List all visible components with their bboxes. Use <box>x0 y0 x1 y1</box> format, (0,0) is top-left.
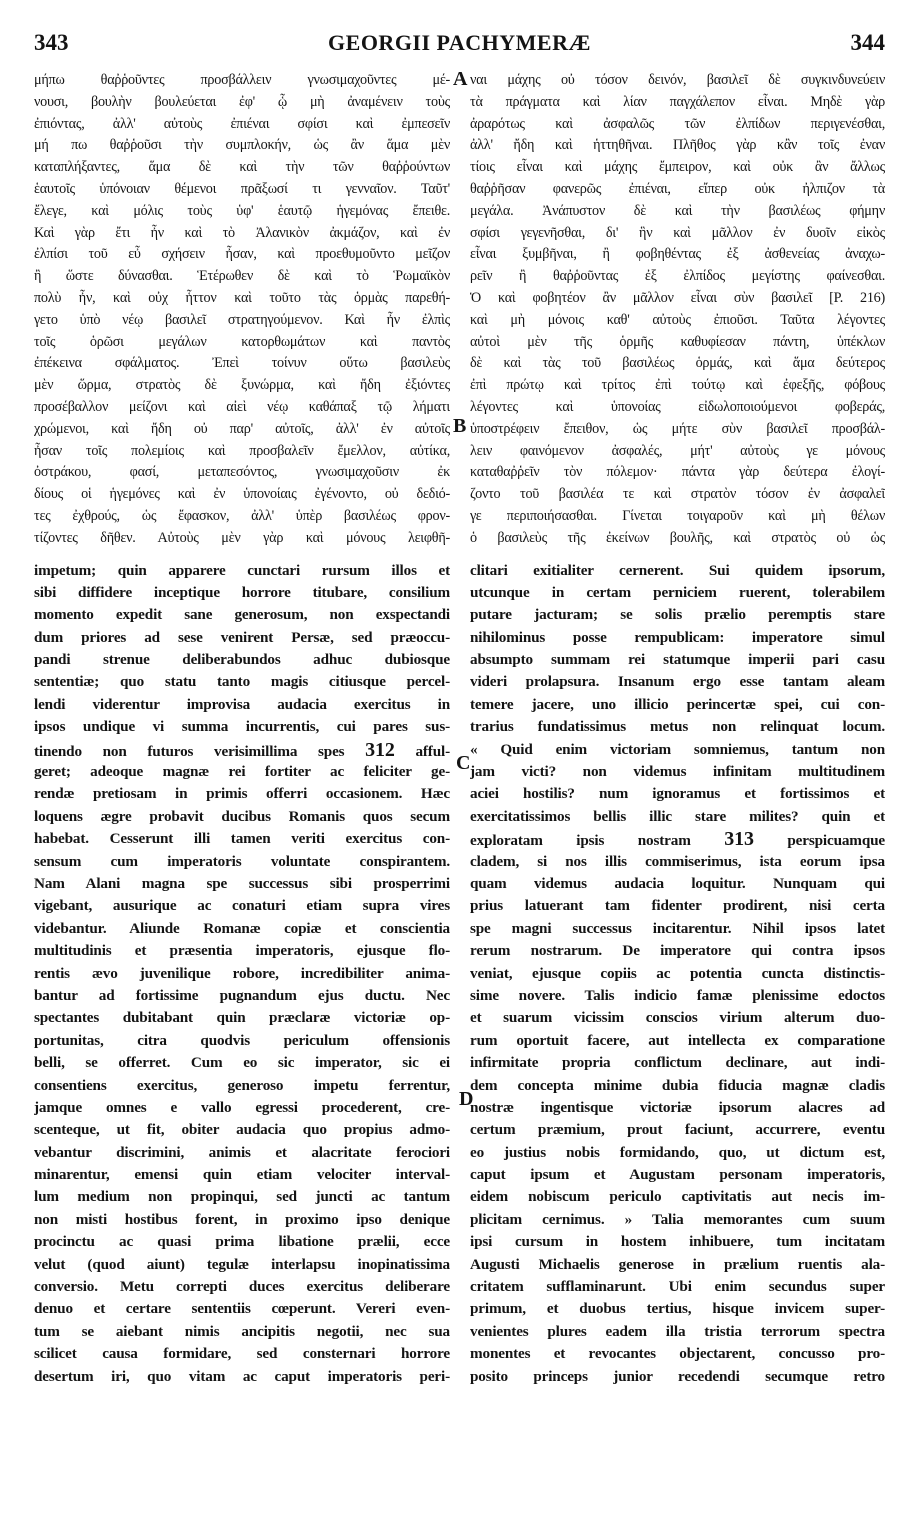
latin-line: vebantur discrimini, animis et alacritate ferociori <box>34 1143 450 1161</box>
greek-line: χρώμενοι, καὶ ἤδη οὐ παρ' αὐτοῖς, ἀλλ' ἐν αὐτοῖς <box>34 420 450 437</box>
greek-line: ἐπιόντας, ἀλλ' αὐτοὺς ἐπιέναι σφίσι καὶ ἐμπεσεῖν <box>34 115 450 132</box>
latin-line: Nam Alani magna spe successus sibi prosperrimi <box>34 875 450 892</box>
latin-line: nihilominus posse rempublicam: imperatore simul <box>470 628 885 646</box>
greek-line: τίζοντες δῆθεν. Αὐτοὺς μὲν γὰρ καὶ μόνους λειφθῆ- <box>34 529 450 546</box>
latin-line: putare jacturam; se solis prælio peremptis stare <box>470 606 885 624</box>
latin-line: posito princeps junior recedendi secumque retro <box>470 1367 885 1385</box>
latin-line: nostræ ingentisque victoriæ ipsorum alacres ad <box>470 1098 885 1116</box>
greek-line: ἐλπίσι τοῦ εὖ σχήσειν ἦσαν, καὶ προεθυμοῦντο μεῖζον <box>34 246 450 263</box>
greek-line: ἀλλ' ἤδη καὶ ἡττηθῆναι. Πλῆθος γὰρ κἂν τοῖς ἐναν <box>470 137 885 154</box>
latin-line: rentis ævo juvenilique robore, incredibiliter anima- <box>34 964 450 982</box>
margin-letter-c: C <box>456 752 471 774</box>
latin-line: ipsos undique vi summa incurrentis, cui pares sus- <box>34 718 450 736</box>
latin-line-with-page-number <box>470 828 885 850</box>
latin-line: lendi viderentur improvisa audacia exercitus in <box>34 695 450 713</box>
latin-line: trarius fundatissimus metus non relinquat locum. <box>470 718 885 736</box>
latin-line: tum se aiebant nimis ancipitis negotii, nec sua <box>34 1322 450 1340</box>
greek-line: μήπω θαῤῥοῦντες προσβάλλειν γνωσιμαχοῦντες μέ- <box>34 72 450 88</box>
latin-line: temere jacere, uno illicio perincertæ spei, cui con- <box>470 695 885 713</box>
latin-line: geret; adeoque magnæ rei fortiter ac feliciter ge- <box>34 763 450 781</box>
latin-line: quam videmus audacia loquitur. Nunquam qui <box>470 875 885 892</box>
greek-text-right <box>470 70 885 550</box>
inline-page-number-313: 313 <box>724 828 754 851</box>
latin-line: dem concepta minime dubia fiducia magnæ cladis <box>470 1076 885 1094</box>
greek-line: αὐτοὶ μὲν τῆς ὁρμῆς καθυφίεσαν πάντη, ὑπέκλων <box>470 333 885 350</box>
greek-line: Καὶ γὰρ ἔτι ἦν καὶ τὸ Ἀλανικὸν ἀκμάζον, καὶ ἐν <box>34 224 450 241</box>
greek-line: πολὺ ἦν, καὶ οὐχ ἧττον καὶ τοῦτο τὰς ὁρμὰς παρεθή- <box>34 289 450 306</box>
greek-line: ναι μάχης οὐ τόσον δεινόν, βασιλεῖ δὲ συγκινδυνεύειν <box>470 72 885 88</box>
latin-line-text-tail: perspicuamque <box>787 832 885 850</box>
latin-line: non misti hostibus forent, in proximo ipso denique <box>34 1210 450 1228</box>
greek-line: ὀστράκου, φασί, μεταπεσόντος, γνωσιμαχοῦσιν ἐκ <box>34 464 450 481</box>
margin-letter-d: D <box>459 1088 474 1110</box>
greek-line: μὲν ὥρμα, στρατὸς δὲ ξυνώρμα, καὶ ἤδη ἐξιόντες <box>34 377 450 394</box>
greek-line: Ὁ καὶ φοβητέον ἂν μᾶλλον εἶναι σὺν βασιλεῖ [P. 216) <box>470 289 885 306</box>
latin-line: « Quid enim victoriam somniemus, tantum non <box>470 740 885 758</box>
right-column <box>470 70 885 1388</box>
latin-line: cladem, si nos illis commiserimus, ista eorum ipsa <box>470 852 885 870</box>
latin-line: spe magni successus incitarentur. Nihil ipsos latet <box>470 919 885 937</box>
latin-line: clitari exitialiter cernerent. Sui quidem ipsorum, <box>470 561 885 579</box>
latin-line: rendæ pretiosam in primis offerri occasionem. Hæc <box>34 785 450 803</box>
greek-line: γε περιποιήσασθαι. Γίνεται τοιγαροῦν καὶ μὴ θέλων <box>470 507 885 524</box>
greek-line: τες ἐχθρούς, ὡς ἔφασκον, ἀλλ' ὑπὲρ βασιλέως φρον- <box>34 507 450 524</box>
page-number-right: 344 <box>850 30 885 55</box>
greek-line: ὁ βασιλεὺς τῆς ἐκείνων βουλῆς, καὶ στρατὸς οὐ ὡς <box>470 529 885 546</box>
latin-line: vigebant, ausurique ac conaturi etiam supra vires <box>34 897 450 915</box>
latin-line: venientes plures eadem illa tristia terrorum spectra <box>470 1322 885 1340</box>
latin-line: sibi diffidere inceptique horrore titubare, consilium <box>34 583 450 601</box>
latin-text-left <box>34 560 450 1388</box>
margin-letter-a: A <box>453 68 468 90</box>
greek-line: ἀραρότως καὶ ἀσφαλῶς τῶν ἐλπίδων περιγενέσθαι, <box>470 115 885 132</box>
latin-line: monentes et revocantes objectarent, concusso pro- <box>470 1345 885 1363</box>
latin-line: loquens ægre probavit ducibus Romanis quos secum <box>34 807 450 825</box>
greek-line: ἑαυτοῖς ὑπόνοιαν θέμενοι πρᾶξωσί τι γενναῖον. Ταῦτ' <box>34 180 450 197</box>
latin-line: veniat, ejusque copiis ac potentia cuncta distinctis- <box>470 964 885 982</box>
greek-line: λέγοντες καὶ ὑπονοίας εἰδωλοποιούμενοι φοβεράς, <box>470 398 885 415</box>
greek-line: δίους οἱ ἡγεμόνες καὶ ἐν ὑπονοίαις ἐγένοντο, οὐ δεδιό- <box>34 486 450 503</box>
greek-line: ἔλεγε, καὶ μόλις τοὺς ὑφ' ἑαυτῷ ἡγεμόνας ἔπειθε. <box>34 202 450 219</box>
latin-line: scilicet causa formidare, sed consternari horrore <box>34 1345 450 1363</box>
latin-line: rerum nostrarum. De imperatore qui contra ipsos <box>470 942 885 960</box>
latin-line: et suarum vicissim conscios virium alterum duo- <box>470 1009 885 1027</box>
greek-line: νουσι, βουλὴν βουλεύεται ἐφ' ᾧ μὴ ἀναμένειν τοὺς <box>34 93 450 110</box>
latin-line: sententiæ; quo statu tanto magis citiusque percel- <box>34 673 450 691</box>
latin-line: sensum cum imperatoris voluntate conspirantem. <box>34 852 450 870</box>
latin-line: jam victi? non videmus infinitam multitudinem <box>470 763 885 781</box>
greek-line: τὰ πράγματα καὶ λίαν παγχάλεπον εἶναι. Μηδὲ γὰρ <box>470 93 885 110</box>
greek-line: ἐπὶ πρώτῳ καὶ τρίτος ἐπὶ τούτῳ καὶ ἐφεξῆς, φόβους <box>470 377 885 394</box>
latin-line: desertum iri, quo vitam ac caput imperatoris peri- <box>34 1367 450 1385</box>
greek-line: καταθαῤῥεῖν τὸν πόλεμον· πάντα γὰρ δεύτερα ἐλογί- <box>470 464 885 481</box>
greek-text-left <box>34 70 450 550</box>
page-number-left: 343 <box>34 30 69 55</box>
latin-line: videbantur. Aliunde Romanæ copiæ et conscientia <box>34 919 450 937</box>
latin-text-right <box>470 560 885 1388</box>
latin-line: belli, se offerret. Cum eo sic imperator, sic ei <box>34 1054 450 1072</box>
latin-line: certum præmium, prout faciunt, accurrere, eventu <box>470 1121 885 1139</box>
latin-line: Augusti Michaelis generose in prælium ruentis ala- <box>470 1255 885 1273</box>
latin-line: aciei hostilis? num ignoramus et fortissimos et <box>470 785 885 803</box>
latin-line: eidem nobiscum periculo captivitatis aut necis im- <box>470 1188 885 1206</box>
latin-line: consentiens exercitus, generoso impetu ferrentur, <box>34 1076 450 1094</box>
margin-letter-b: B <box>453 415 467 437</box>
greek-line: λειν φαινόμενον ἀσφαλές, μήτ' αὐτοὺς γε μόνους <box>470 442 885 459</box>
latin-line: jamque omnes e vallo egressi procederent, cre- <box>34 1098 450 1116</box>
latin-line: bantur ad fortissime pugnandum ejus ductu. Nec <box>34 986 450 1004</box>
greek-line: μή πω θαῤῥοῦσι τὴν συμπλοκήν, ὡς ἂν ἅμα μὲν <box>34 137 450 154</box>
latin-line: minarentur, emensi quin etiam velociter interval- <box>34 1166 450 1184</box>
latin-line: portunitas, citra quodvis periculum offensionis <box>34 1031 450 1049</box>
running-header <box>34 8 885 55</box>
latin-line-with-page-number <box>34 739 450 761</box>
greek-line: σφίσι γεγενῆσθαι, δι' ἣν καὶ μᾶλλον ἐν δυοῖν εἰκὸς <box>470 224 885 241</box>
latin-line: prius latuerant tam fidenter prodirent, nisi certa <box>470 897 885 915</box>
latin-line: critatem sufflaminarunt. Ubi enim secundus super <box>470 1278 885 1296</box>
latin-line: plicitam cernimus. » Talia memorantes cum suum <box>470 1210 885 1228</box>
latin-line: habebat. Cesserunt illi tamen veriti exercitus con- <box>34 830 450 848</box>
latin-line-text: exploratam ipsis nostram <box>470 832 691 850</box>
latin-line: lum medium non propinqui, sed juncti ac tantum <box>34 1188 450 1206</box>
greek-line: ἢ ὥστε δύνασθαι. Ἑτέρωθεν δὲ καὶ τὸ Ῥωμαϊκὸν <box>34 268 450 285</box>
latin-line: infirmitate propria conflictum declinare, aut indi- <box>470 1054 885 1072</box>
greek-line: ρεῖν ἢ θαῤῥοῦντας ἐξ ἐλπίδος μεγίστης φαίνεσθαι. <box>470 268 885 285</box>
latin-line: ipsi cursum in hostem inhibuere, tum incitatam <box>470 1233 885 1251</box>
latin-line: spectantes dubitabant quin præclaræ victoriæ op- <box>34 1009 450 1027</box>
greek-line: καταπλήξαντες, ἅμα δὲ καὶ τὴν τῶν θαῤῥούντων <box>34 159 450 176</box>
greek-line: ὑποστρέφειν ἔπειθον, ὡς μήτε σὺν βασιλεῖ προσβάλ- <box>470 420 885 437</box>
latin-line: videri prolapsura. Insanum ergo esse tantam aleam <box>470 673 885 691</box>
greek-line: τίοις εἶναι καὶ μάχης ἔμπειρον, καὶ οὐκ ἂν ἄλλως <box>470 159 885 176</box>
running-title: GEORGII PACHYMERÆ <box>328 30 591 55</box>
latin-line: absumpto summam rei statumque imperii pari casu <box>470 651 885 669</box>
greek-line: ἐπέκεινα σφάλματος. Ἐπεὶ τοίνυν οὕτω βασιλεὺς <box>34 355 450 372</box>
greek-line: μεγάλα. Ἀνάπυστον δὲ καὶ τὴν βασιλέως φήμην <box>470 202 885 219</box>
greek-line: γετο ὑπὸ νέῳ βασιλεῖ στρατηγούμενον. Καὶ ἦν ἐλπὶς <box>34 311 450 328</box>
greek-line: τοῖς ὁρῶσι μεγάλων κατορθωμάτων καὶ παντὸς <box>34 333 450 350</box>
greek-line: καὶ μὴ μόνοις καθ' αὐτοὺς ἐπιοῦσι. Ταῦτα λέγοντες <box>470 311 885 328</box>
latin-line: conversio. Metu correpti duces exercitus deliberare <box>34 1278 450 1296</box>
latin-line: dum priores ad sese venirent Persæ, sed præoccu- <box>34 628 450 646</box>
greek-line: ἦσαν τοῖς πολεμίοις καὶ προσβαλεῖν ἔμελλον, αὐτίκα, <box>34 442 450 459</box>
latin-line: denuo et certare sententiis cœperunt. Vereri even- <box>34 1300 450 1318</box>
latin-line: procinctu ac quasi prima libatione prælii, ecce <box>34 1233 450 1251</box>
left-column <box>34 70 450 1388</box>
latin-line: utcunque in certam perniciem ruerent, tolerabilem <box>470 583 885 601</box>
latin-line: scenteque, ut fit, obiter audacia quo propius admo- <box>34 1121 450 1139</box>
latin-line: rum oportuit facere, aut intellecta ex comparatione <box>470 1031 885 1049</box>
latin-line: velut (quod aiunt) tegulæ interlapsu inopinatissima <box>34 1255 450 1273</box>
greek-line: εἶναι ξυμβῆναι, ἢ φοβηθέντας ἐξ ἀσθενείας ἀναχω- <box>470 246 885 263</box>
latin-line: pandi strenue deliberabundos adhuc dubiosque <box>34 651 450 669</box>
latin-line: primum, et duobus tertius, hisque invicem super- <box>470 1300 885 1318</box>
greek-line: προσέβαλλον μείζονι καὶ αἰεὶ νέῳ καθάπαξ τῷ λήματι <box>34 398 450 415</box>
latin-line: eo justius nobis formidando, quo, ut dictum est, <box>470 1143 885 1161</box>
latin-line: exercitatissimos bellis illic stare milites? quin et <box>470 807 885 825</box>
latin-line: caput ipsum et Augustam personam imperatoris, <box>470 1166 885 1184</box>
latin-line: momento expedit sane generosum, non exspectandi <box>34 606 450 624</box>
latin-line: impetum; quin apparere cunctari rursum illos et <box>34 561 450 579</box>
latin-line: sime novere. Talis indicio famæ plenissime edoctos <box>470 986 885 1004</box>
greek-line: δὲ καὶ τὰς τοῦ βασιλέως ὁρμάς, καὶ ἅμα δεύτερος <box>470 355 885 372</box>
inline-page-number-312: 312 <box>365 738 395 761</box>
greek-line: ζοντο τοῦ βασιλέα τε καὶ στρατὸν τόσον ἐν ἀσφαλεῖ <box>470 486 885 503</box>
greek-line: θαῤῥῆσαν φανερῶς ἐπιέναι, εἴπερ οὐκ ἠλπιζον τὰ <box>470 180 885 197</box>
latin-line-text: tinendo non futuros verisimillima spes <box>34 742 345 760</box>
latin-line-text-tail: afful- <box>415 742 450 760</box>
latin-line: multitudinis et præsentia imperatoris, ejusque flo- <box>34 942 450 960</box>
